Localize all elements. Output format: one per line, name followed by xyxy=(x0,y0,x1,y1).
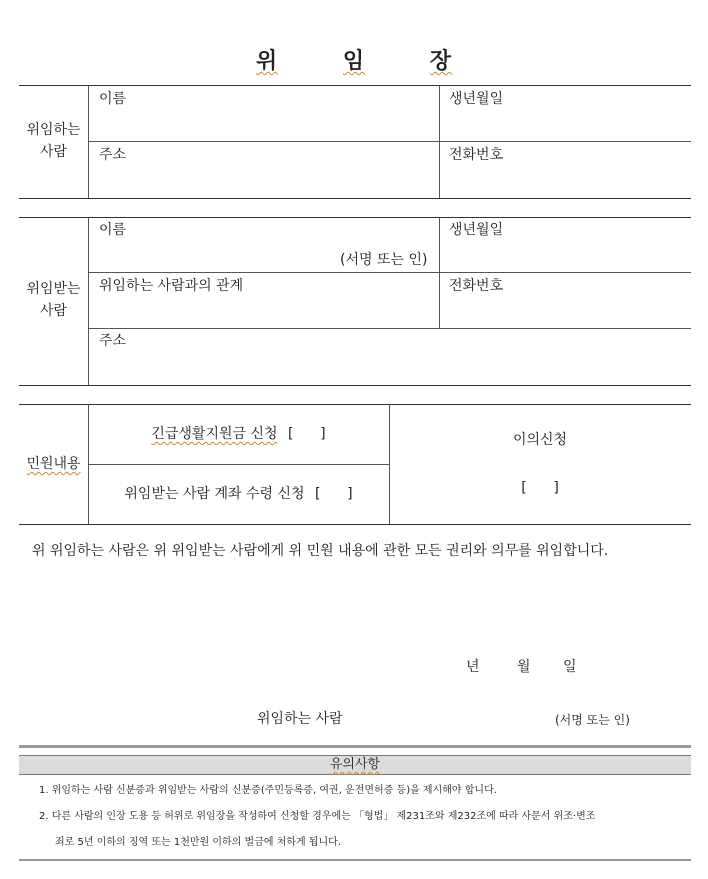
document-title xyxy=(0,44,708,75)
date-day-label: 일 xyxy=(563,659,577,675)
signer-label: 위임하는 사람 xyxy=(257,711,343,727)
grantor-address-label: 주소 xyxy=(99,147,127,163)
grantor-birth-field[interactable] xyxy=(443,110,687,138)
grantor-phone-field[interactable] xyxy=(443,166,687,194)
grantee-section-label: 위임받는 사람 xyxy=(26,281,81,319)
grantee-name-field[interactable] xyxy=(92,241,332,269)
date-month-label: 월 xyxy=(517,659,531,675)
grantor-phone-label: 전화번호 xyxy=(449,147,504,163)
title-char: 임 xyxy=(342,49,366,74)
grantor-section-label: 위임하는 사람 xyxy=(26,122,81,160)
grantor-name-field[interactable] xyxy=(92,110,434,138)
notice-item-1: 1. 위임하는 사람 신분증과 위임받는 사람의 신분증(주민등록증, 여권, 운전면허증 등)을 제시해야 합니다. xyxy=(39,785,497,796)
option-objection-label: 이의신청 xyxy=(512,432,568,448)
date-year-label: 년 xyxy=(466,659,480,675)
grantor-name-label: 이름 xyxy=(99,91,127,107)
grantor-birth-label: 생년월일 xyxy=(449,91,504,107)
grantee-name-label: 이름 xyxy=(99,222,127,238)
title-char: 장 xyxy=(429,49,453,74)
option-objection-checkbox[interactable]: [ ] xyxy=(521,480,559,496)
grantor-address-field[interactable] xyxy=(92,166,434,194)
delegation-statement: 위 위임하는 사람은 위 위임받는 사람에게 위 민원 내용에 관한 모든 권리와 의무를 위임합니다. xyxy=(32,543,609,559)
grantee-relation-label: 위임하는 사람과의 관계 xyxy=(99,278,244,294)
option-emergency-subsidy-checkbox[interactable]: [ ] xyxy=(288,426,326,442)
grantee-address-field[interactable] xyxy=(92,352,687,382)
notice-header: 유의사항 xyxy=(329,757,381,772)
grantee-address-label: 주소 xyxy=(99,333,127,349)
notice-item-2-line-2: 죄로 5년 이하의 징역 또는 1천만원 이하의 벌금에 처하게 됩니다. xyxy=(55,837,342,848)
option-emergency-subsidy-label: 긴급생활지원금 신청 xyxy=(151,426,278,442)
grantee-phone-field[interactable] xyxy=(443,297,687,325)
signer-signature-hint: (서명 또는 인) xyxy=(555,713,630,727)
grantee-phone-label: 전화번호 xyxy=(449,278,504,294)
grantee-relation-field[interactable] xyxy=(92,297,434,325)
option-account-receipt-checkbox[interactable]: [ ] xyxy=(314,486,353,502)
option-emergency-subsidy[interactable] xyxy=(88,423,389,445)
grantee-signature-hint: (서명 또는 인) xyxy=(340,252,428,268)
grantee-birth-label: 생년월일 xyxy=(449,222,504,238)
notice-item-2-line-1: 2. 다른 사람의 인장 도용 등 허위로 위임장을 작성하여 신청할 경우에는 「형법」 제231조와 제232조에 따라 사문서 위조·변조 xyxy=(39,811,596,822)
petition-section-label: 민원내용 xyxy=(26,456,81,472)
option-account-receipt[interactable] xyxy=(88,483,389,505)
grantee-birth-field[interactable] xyxy=(443,241,687,269)
title-char: 위 xyxy=(255,49,279,74)
option-account-receipt-label: 위임받는 사람 계좌 수령 신청 xyxy=(124,486,305,502)
